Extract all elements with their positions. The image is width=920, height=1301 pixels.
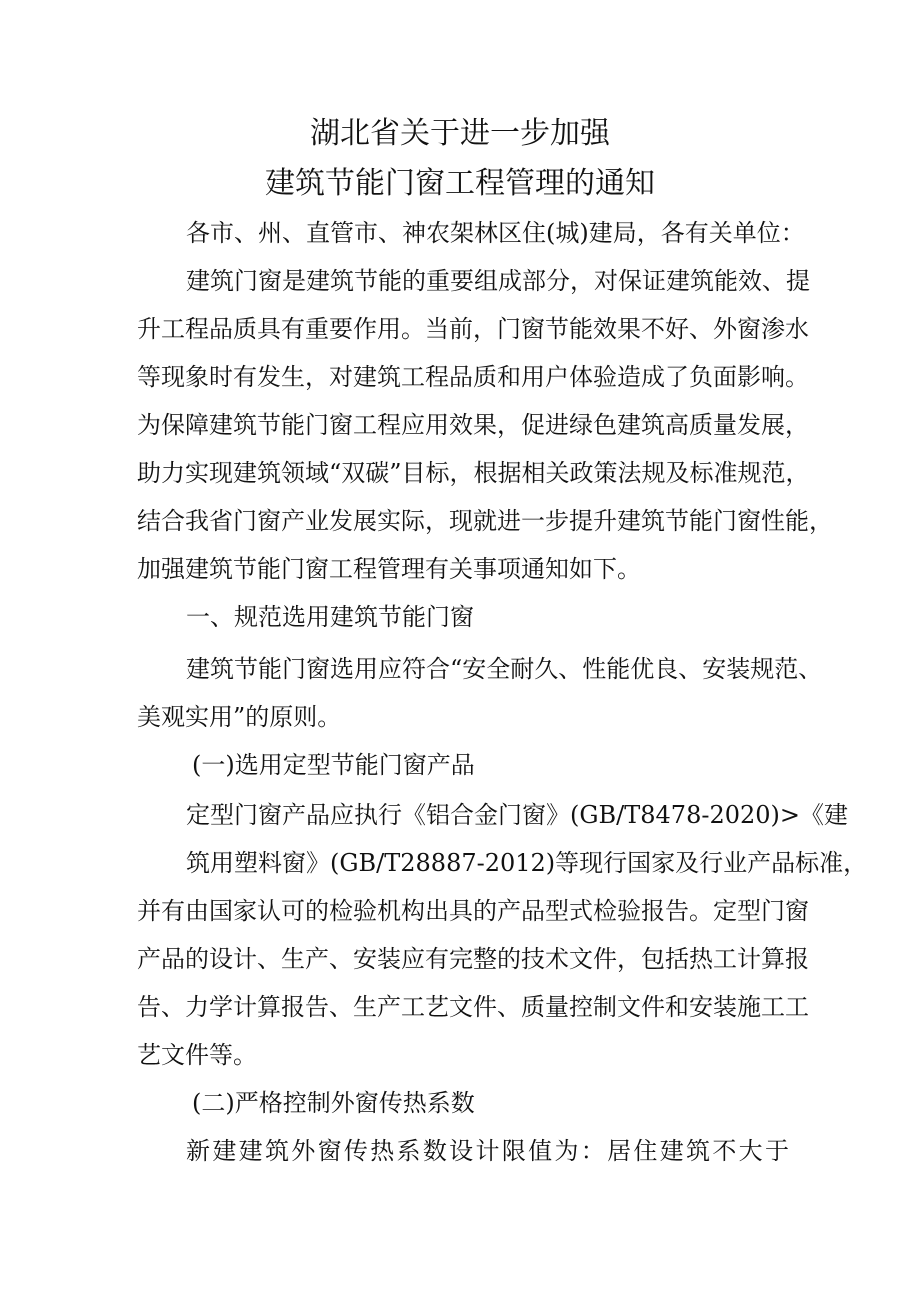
salutation: 各市、州、直管市、神农架林区住(城)建局，各有关单位： xyxy=(186,219,805,247)
title-line-2: 建筑节能门窗工程管理的通知 xyxy=(265,166,655,201)
sub1-heading: (一)选用定型节能门窗产品 xyxy=(192,751,475,779)
para3-line-4: 产品的设计、生产、安装应有完整的技术文件，包括热工计算报 xyxy=(137,945,809,973)
para1-line-7: 加强建筑节能门窗工程管理有关事项通知如下。 xyxy=(137,555,641,583)
title-line-1: 湖北省关于进一步加强 xyxy=(310,116,610,151)
para3-line-1: 定型门窗产品应执行《铝合金门窗》(GB/T8478-2020)>《建 xyxy=(186,801,849,829)
para3-line-5: 告、力学计算报告、生产工艺文件、质量控制文件和安装施工工 xyxy=(137,993,809,1021)
para1-line-3: 等现象时有发生，对建筑工程品质和用户体验造成了负面影响。 xyxy=(137,363,809,391)
para1-line-4: 为保障建筑节能门窗工程应用效果，促进绿色建筑高质量发展， xyxy=(137,411,809,439)
para1-line-6: 结合我省门窗产业发展实际，现就进一步提升建筑节能门窗性能， xyxy=(137,507,833,535)
para1-line-2: 升工程品质具有重要作用。当前，门窗节能效果不好、外窗渗水 xyxy=(137,315,809,343)
para1-line-5: 助力实现建筑领域“双碳”目标，根据相关政策法规及标准规范， xyxy=(137,459,810,487)
para3-line-6: 艺文件等。 xyxy=(137,1041,257,1069)
para2-line-1: 建筑节能门窗选用应符合“安全耐久、性能优良、安装规范、 xyxy=(186,655,823,683)
para1-line-1: 建筑门窗是建筑节能的重要组成部分，对保证建筑能效、提 xyxy=(186,267,810,295)
para3-line-3: 并有由国家认可的检验机构出具的产品型式检验报告。定型门窗 xyxy=(137,897,809,925)
para3-line-2: 筑用塑料窗》(GB/T28887-2012)等现行国家及行业产品标准， xyxy=(186,849,868,877)
sub2-heading: (二)严格控制外窗传热系数 xyxy=(192,1089,475,1117)
para2-line-2: 美观实用”的原则。 xyxy=(137,703,342,731)
para4-line-1: 新建建筑外窗传热系数设计限值为：居住建筑不大于 xyxy=(186,1137,789,1165)
section1-heading: 一、规范选用建筑节能门窗 xyxy=(186,603,474,631)
